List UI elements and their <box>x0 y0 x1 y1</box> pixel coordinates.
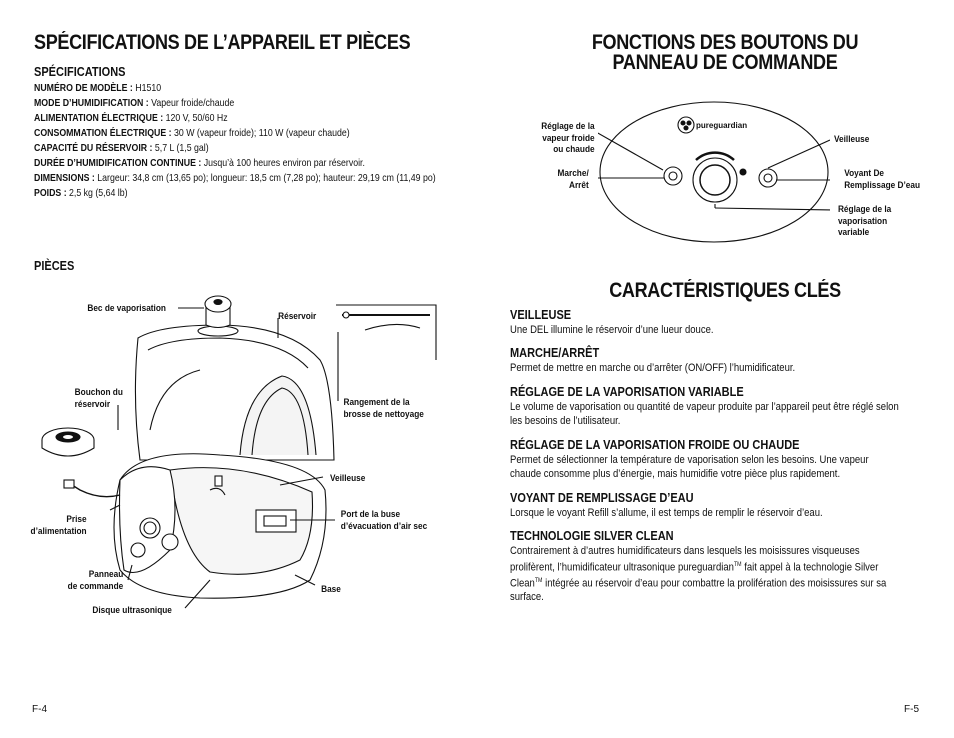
key-features-title: CARACTÉRISTIQUES CLÉS <box>609 279 841 302</box>
label-ultrasonic-disc: Disque ultrasonique <box>92 605 172 615</box>
page-number-right: F-5 <box>904 704 919 715</box>
specs-list <box>34 81 436 201</box>
left-page-title: SPÉCIFICATIONS DE L’APPAREIL ET PIÈCES <box>34 31 411 54</box>
label-brush-storage: Rangement de la brosse de nettoyage <box>343 397 424 419</box>
page-number-left: F-4 <box>32 704 47 715</box>
label-panel-night-light: Veilleuse <box>833 134 870 144</box>
right-page-title: FONCTIONS DES BOUTONS DU PANNEAU DE COMMANDE <box>591 31 859 74</box>
label-reservoir: Réservoir <box>278 311 317 321</box>
spec-row-mode: MODE D’HUMIDIFICATION : Vapeur froide/chaude <box>34 98 235 109</box>
control-panel-diagram <box>598 100 830 245</box>
label-base: Base <box>321 584 341 594</box>
feature-refill-indicator: VOYANT DE REMPLISSAGE D’EAU Lorsque le voyant Refill s’allume, il est temps de remplir le réservoir d’eau. <box>510 491 823 519</box>
feature-variable-mist: RÉGLAGE DE LA VAPORISATION VARIABLE Le volume de vaporisation ou quantité de vapeur produite par l’appareil peut être réglé selon les besoins de l’utilisateur. <box>510 385 899 427</box>
feature-on-off: MARCHE/ARRÊT Permet de mettre en marche ou d’arrêter (ON/OFF) l’humidificateur. <box>510 346 796 374</box>
spec-row-weight: POIDS : 2,5 kg (5,64 lb) <box>34 188 128 199</box>
label-power-plug: Prise d’alimentation <box>30 514 87 536</box>
feature-silver-clean: TECHNOLOGIE SILVER CLEAN Contrairement à d’autres humidificateurs dans lesquels les moisissures visqueuses prolifèrent, l’humidificateur ultrasonique pureguardian™ fait appel à la technologie Silver Clean™ intégrée au réservoir d’eau pour combattre la prolifération des moisissures sur sa surface. <box>510 529 887 603</box>
label-on-off: Marche/ Arrêt <box>557 168 589 190</box>
specs-heading: SPÉCIFICATIONS <box>34 65 126 79</box>
label-warm-cool-setting: Réglage de la vapeur froide ou chaude <box>541 121 595 154</box>
feature-night-light: VEILLEUSE Une DEL illumine le réservoir d’une lueur douce. <box>510 308 714 336</box>
spec-row-dimensions: DIMENSIONS : Largeur: 34,8 cm (13,65 po); longueur: 18,5 cm (7,28 po); hauteur: 29,19 cm (11,49 po) <box>34 173 436 184</box>
label-night-light: Veilleuse <box>329 473 366 483</box>
label-tank-cap: Bouchon du réservoir <box>74 387 123 409</box>
panel-brand-text: pureguardian <box>696 121 748 130</box>
spec-row-consumption: CONSOMMATION ÉLECTRIQUE : 30 W (vapeur froide); 110 W (vapeur chaude) <box>34 128 350 139</box>
parts-heading: PIÈCES <box>34 259 75 273</box>
label-control-panel: Panneau de commande <box>67 569 124 591</box>
label-variable-mist: Réglage de la vaporisation variable <box>837 204 892 237</box>
label-refill-indicator: Voyant De Remplissage D’eau <box>844 168 921 190</box>
spec-row-capacity: CAPACITÉ DU RÉSERVOIR : 5,7 L (1,5 gal) <box>34 143 209 154</box>
spec-row-power-supply: ALIMENTATION ÉLECTRIQUE : 120 V, 50/60 Hz <box>34 113 228 124</box>
feature-warm-cool: RÉGLAGE DE LA VAPORISATION FROIDE OU CHAUDE Permet de sélectionner la température de vaporisation selon les besoins. Une vapeur chaude consomme plus d’énergie, mais humidifie votre pièce plus rapidement. <box>510 438 869 480</box>
spec-row-model: NUMÉRO DE MODÈLE : H1510 <box>34 83 162 94</box>
label-dry-air-port: Port de la buse d’évacuation d’air sec <box>340 509 428 531</box>
label-vapor-nozzle: Bec de vaporisation <box>87 303 166 313</box>
spec-row-duration: DURÉE D’HUMIDIFICATION CONTINUE : Jusqu’à 100 heures environ par réservoir. <box>34 158 365 169</box>
